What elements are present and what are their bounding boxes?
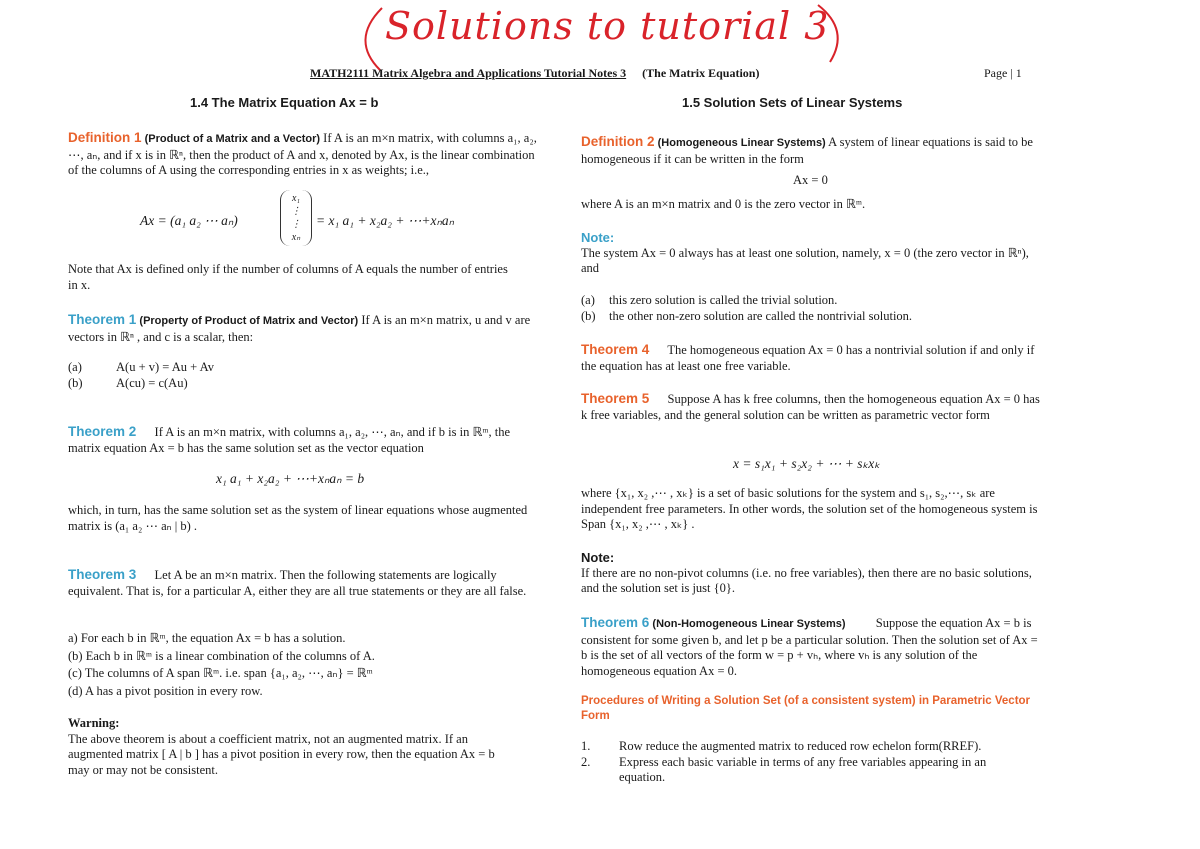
theorem-1-text: If A is an m×n matrix, u and v are vectors in ℝⁿ , and c is a scalar, then: <box>68 313 531 344</box>
note-b-label: Note: <box>581 550 615 565</box>
equation-left: Ax = (a₁ a₂ ⋯ aₙ) <box>140 213 238 228</box>
note-a-text: The system Ax = 0 always has at least one solution, namely, x = 0 (the zero vector in ℝⁿ), and <box>581 245 1029 275</box>
course-subtitle: (The Matrix Equation) <box>642 66 760 80</box>
theorem-6-subtitle: (Non-Homogeneous Linear Systems) <box>652 618 846 630</box>
note-a <box>581 230 1041 277</box>
theorem-6 <box>581 615 1041 679</box>
theorem-4-text: The homogeneous equation Ax = 0 has a nontrivial solution if and only if the equation has at least one free variable. <box>581 343 1035 373</box>
column-vector <box>280 190 312 246</box>
list-item: a) For each b in ℝᵐ, the equation Ax = b has a solution. <box>68 631 346 645</box>
definition-2-equation: Ax = 0 <box>793 173 828 187</box>
list-item <box>68 360 214 376</box>
theorem-5 <box>581 391 1041 423</box>
definition-2 <box>581 134 1041 167</box>
list-tag: (b) <box>68 376 83 390</box>
list-item <box>581 755 1021 786</box>
procedures-title: Procedures of Writing a Solution Set (of a consistent system) in Parametric Vector Form <box>581 695 1031 722</box>
procedures-list <box>581 739 1021 786</box>
list-item: (c) The columns of A span ℝᵐ. i.e. span {a₁, a₂, ⋯, aₙ} = ℝᵐ <box>68 666 373 680</box>
warning-label: Warning: <box>68 716 120 730</box>
theorem-3-list <box>68 630 528 700</box>
course-header <box>310 66 759 81</box>
theorem-6-label: Theorem 6 <box>581 615 650 630</box>
list-item <box>581 293 912 309</box>
list-tag: (a) <box>68 360 82 374</box>
list-text: this zero solution is called the trivial solution. <box>609 293 838 307</box>
theorem-5-label: Theorem 5 <box>581 391 650 406</box>
theorem-2-equation: x₁ a₁ + x₂a₂ + ⋯+xₙaₙ = b <box>216 471 365 486</box>
theorem-1-list <box>68 360 214 392</box>
note-b-text: If there are no non-pivot columns (i.e. no free variables), then there are no basic solutions, and the solution set is just {0}. <box>581 565 1032 595</box>
definition-2-text: A system of linear equations is said to be homogeneous if it can be written in the form <box>581 135 1033 166</box>
warning <box>68 716 518 778</box>
definition-2-label: Definition 2 <box>581 134 655 149</box>
note-b <box>581 550 1041 597</box>
handwritten-title: Solutions to tutorial 3 <box>385 4 830 48</box>
vector-entry: ⋮ <box>291 206 301 217</box>
list-text: A(cu) = c(Au) <box>116 376 188 390</box>
definition-1-equation <box>140 190 540 250</box>
definition-2-subtitle: (Homogeneous Linear Systems) <box>657 137 826 149</box>
definition-1-text: If A is an m×n matrix, with columns a₁, a₂, ⋯, aₙ, and if x is in ℝⁿ, then the product of A and x, denoted by Ax, is the linear combination of the columns of A using the corresponding entries in x as weights; i.e., <box>68 131 537 177</box>
vector-entry: ⋮ <box>291 219 301 230</box>
theorem-3-label: Theorem 3 <box>68 567 137 582</box>
list-tag: (a) <box>581 293 595 307</box>
theorem-4-label: Theorem 4 <box>581 342 650 357</box>
page-number: Page | 1 <box>984 66 1022 80</box>
list-tag: 1. <box>581 739 591 753</box>
handwritten-annotation <box>340 0 860 70</box>
right-section-title: 1.5 Solution Sets of Linear Systems <box>682 95 903 110</box>
equation-right: = x₁ a₁ + x₂a₂ + ⋯+xₙaₙ <box>316 213 454 228</box>
list-item: (b) Each b in ℝᵐ is a linear combination of the columns of A. <box>68 648 375 663</box>
note-1: Note that Ax is defined only if the number of columns of A equals the number of entries in x. <box>68 262 508 292</box>
warning-text: The above theorem is about a coefficient matrix, not an augmented matrix. If an augmented matrix [ A | b ] has a pivot position in every row, then the equation Ax = b may or may not be consistent. <box>68 731 495 777</box>
theorem-2-after: which, in turn, has the same solution set as the system of linear equations whose augmented matrix is (a₁ a₂ ⋯ aₙ | b) . <box>68 503 528 533</box>
list-tag: (b) <box>581 309 596 323</box>
list-text: A(u + v) = Au + Av <box>116 360 214 374</box>
list-text: Express each basic variable in terms of any free variables appearing in an equation. <box>619 755 987 784</box>
list-item <box>581 739 1021 755</box>
list-item: (d) A has a pivot position in every row. <box>68 683 263 698</box>
list-item <box>68 376 214 392</box>
note-a-label: Note: <box>581 230 615 245</box>
definition-1-subtitle: (Product of a Matrix and a Vector) <box>144 133 321 145</box>
note-a-list <box>581 293 912 325</box>
definition-1-label: Definition 1 <box>68 130 142 145</box>
list-text: Row reduce the augmented matrix to reduced row echelon form(RREF). <box>619 739 982 753</box>
theorem-2 <box>68 424 538 456</box>
theorem-3-text: Let A be an m×n matrix. Then the following statements are logically equivalent. That is, for a particular A, either they are all true statements or they are all false. <box>68 568 527 598</box>
definition-1 <box>68 130 538 179</box>
theorem-3 <box>68 567 528 599</box>
vector-entry: xₙ <box>291 232 301 243</box>
definition-2-after: where A is an m×n matrix and 0 is the zero vector in ℝᵐ. <box>581 197 866 211</box>
theorem-4 <box>581 342 1041 374</box>
theorem-5-equation: x = s₁x₁ + s₂x₂ + ⋯ + sₖxₖ <box>733 456 880 471</box>
list-item <box>581 309 912 325</box>
left-section-title: 1.4 The Matrix Equation Ax = b <box>190 95 379 110</box>
theorem-1-label: Theorem 1 <box>68 312 137 327</box>
theorem-2-text: If A is an m×n matrix, with columns a₁, a₂, ⋯, aₙ, and if b is in ℝᵐ, the matrix equation Ax = b has the same solution set as the vector equation <box>68 425 510 455</box>
theorem-5-text: Suppose A has k free columns, then the homogeneous equation Ax = 0 has k free variables, and the general solution can be written as parametric vector form <box>581 392 1040 422</box>
theorem-1 <box>68 312 538 345</box>
theorem-5-after: where {x₁, x₂ ,⋯ , xₖ} is a set of basic solutions for the system and s₁, s₂,⋯, sₖ are independent free parameters. In other words, the solution set of the homogeneous system is Span {x₁, x₂ ,⋯ , xₖ} . <box>581 486 1038 531</box>
course-title: MATH2111 Matrix Algebra and Applications Tutorial Notes 3 <box>310 66 627 80</box>
theorem-2-label: Theorem 2 <box>68 424 137 439</box>
theorem-6-text: Suppose the equation Ax = b is consistent for some given b, and let p be a particular solution. Then the solution set of Ax = b is the set of all vectors of the form w = p + vₕ, where vₕ is any solution of the homogeneous equation Ax = 0. <box>581 616 1038 678</box>
list-tag: 2. <box>581 755 591 769</box>
theorem-1-subtitle: (Property of Product of Matrix and Vector) <box>139 315 359 327</box>
vector-entry: x₁ <box>292 193 300 204</box>
list-text: the other non-zero solution are called the nontrivial solution. <box>609 309 913 323</box>
